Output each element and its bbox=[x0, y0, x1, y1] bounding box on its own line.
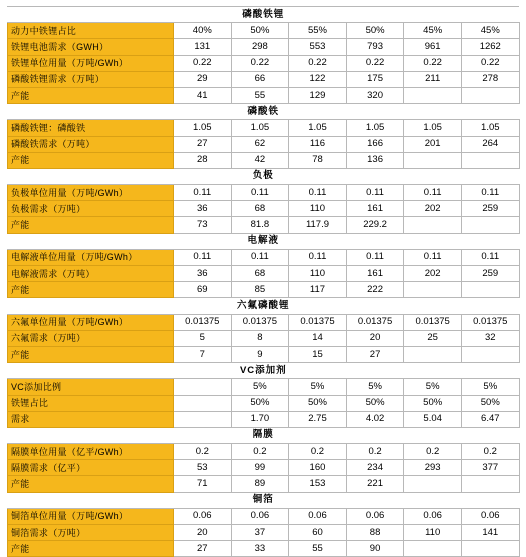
value-cell: 1262 bbox=[461, 39, 519, 55]
value-cell: 298 bbox=[231, 39, 289, 55]
row-label: 六氟需求（万吨） bbox=[8, 330, 174, 346]
row-label: 负极单位用量（万吨/GWh） bbox=[8, 185, 174, 201]
value-cell: 0.06 bbox=[174, 508, 232, 524]
value-cell: 0.01375 bbox=[289, 314, 347, 330]
section-title: 隔膜 bbox=[8, 427, 520, 443]
value-cell: 14 bbox=[289, 330, 347, 346]
value-cell: 1.05 bbox=[289, 120, 347, 136]
value-cell: 0.11 bbox=[231, 185, 289, 201]
value-cell: 0.11 bbox=[174, 185, 232, 201]
row-label: 产能 bbox=[8, 282, 174, 298]
row-label: 产能 bbox=[8, 346, 174, 362]
value-cell: 259 bbox=[461, 266, 519, 282]
table-row bbox=[8, 120, 520, 136]
value-cell: 41 bbox=[174, 87, 232, 103]
table-row bbox=[8, 476, 520, 492]
value-cell: 42 bbox=[231, 152, 289, 168]
table-row bbox=[8, 508, 520, 524]
section-header-row bbox=[8, 104, 520, 120]
value-cell: 161 bbox=[346, 201, 404, 217]
value-cell: 117 bbox=[289, 282, 347, 298]
table-row bbox=[8, 395, 520, 411]
table-row bbox=[8, 379, 520, 395]
value-cell: 553 bbox=[289, 39, 347, 55]
table-row bbox=[8, 330, 520, 346]
value-cell: 50% bbox=[346, 23, 404, 39]
table-row bbox=[8, 266, 520, 282]
table-row bbox=[8, 525, 520, 541]
value-cell: 377 bbox=[461, 460, 519, 476]
table-row bbox=[8, 249, 520, 265]
value-cell: 202 bbox=[404, 201, 462, 217]
section-title: 磷酸铁 bbox=[8, 104, 520, 120]
table-row bbox=[8, 55, 520, 71]
value-cell: 0.06 bbox=[404, 508, 462, 524]
value-cell: 69 bbox=[174, 282, 232, 298]
value-cell: 0.2 bbox=[461, 444, 519, 460]
value-cell: 161 bbox=[346, 266, 404, 282]
table-row bbox=[8, 185, 520, 201]
row-label: 磷酸铁锂需求（万吨） bbox=[8, 71, 174, 87]
value-cell: 211 bbox=[404, 71, 462, 87]
value-cell: 0.11 bbox=[231, 249, 289, 265]
value-cell: 4.02 bbox=[346, 411, 404, 427]
value-cell: 0.22 bbox=[231, 55, 289, 71]
value-cell: 0.01375 bbox=[346, 314, 404, 330]
value-cell: 36 bbox=[174, 201, 232, 217]
value-cell: 5% bbox=[231, 379, 289, 395]
value-cell: 1.70 bbox=[231, 411, 289, 427]
table-row bbox=[8, 282, 520, 298]
section-title: 六氟磷酸锂 bbox=[8, 298, 520, 314]
row-label: 负极需求（万吨） bbox=[8, 201, 174, 217]
value-cell: 293 bbox=[404, 460, 462, 476]
row-label: 铜箔单位用量（万吨/GWh） bbox=[8, 508, 174, 524]
value-cell: 55 bbox=[231, 87, 289, 103]
value-cell: 222 bbox=[346, 282, 404, 298]
value-cell: 0.2 bbox=[404, 444, 462, 460]
row-label: 铁锂单位用量（万吨/GWh） bbox=[8, 55, 174, 71]
value-cell: 5 bbox=[174, 330, 232, 346]
value-cell: 90 bbox=[346, 541, 404, 557]
section-header-row bbox=[8, 168, 520, 184]
value-cell bbox=[174, 395, 232, 411]
value-cell bbox=[404, 282, 462, 298]
value-cell: 50% bbox=[346, 395, 404, 411]
value-cell: 71 bbox=[174, 476, 232, 492]
value-cell: 278 bbox=[461, 71, 519, 87]
value-cell: 53 bbox=[174, 460, 232, 476]
row-label: 铁锂电池需求（GWH） bbox=[8, 39, 174, 55]
value-cell bbox=[174, 379, 232, 395]
row-label: 需求 bbox=[8, 411, 174, 427]
table-row bbox=[8, 23, 520, 39]
table-row bbox=[8, 411, 520, 427]
value-cell: 60 bbox=[289, 525, 347, 541]
value-cell: 234 bbox=[346, 460, 404, 476]
value-cell: 0.06 bbox=[461, 508, 519, 524]
value-cell: 0.22 bbox=[174, 55, 232, 71]
section-title: VC添加剂 bbox=[8, 363, 520, 379]
value-cell: 28 bbox=[174, 152, 232, 168]
table-row bbox=[8, 136, 520, 152]
value-cell: 0.06 bbox=[346, 508, 404, 524]
row-label: 磷酸铁需求（万吨） bbox=[8, 136, 174, 152]
value-cell: 264 bbox=[461, 136, 519, 152]
value-cell: 45% bbox=[404, 23, 462, 39]
value-cell: 0.01375 bbox=[174, 314, 232, 330]
table-body bbox=[8, 7, 520, 557]
value-cell: 50% bbox=[231, 395, 289, 411]
value-cell bbox=[461, 541, 519, 557]
value-cell: 78 bbox=[289, 152, 347, 168]
value-cell: 15 bbox=[289, 346, 347, 362]
table-row bbox=[8, 541, 520, 557]
section-header-row bbox=[8, 492, 520, 508]
row-label: 产能 bbox=[8, 476, 174, 492]
row-label: 产能 bbox=[8, 87, 174, 103]
value-cell: 36 bbox=[174, 266, 232, 282]
value-cell: 55% bbox=[289, 23, 347, 39]
value-cell: 37 bbox=[231, 525, 289, 541]
value-cell: 116 bbox=[289, 136, 347, 152]
table-row bbox=[8, 314, 520, 330]
value-cell bbox=[404, 476, 462, 492]
value-cell: 40% bbox=[174, 23, 232, 39]
value-cell: 131 bbox=[174, 39, 232, 55]
value-cell: 110 bbox=[404, 525, 462, 541]
value-cell: 1.05 bbox=[174, 120, 232, 136]
value-cell: 27 bbox=[346, 346, 404, 362]
row-label: 电解液需求（万吨） bbox=[8, 266, 174, 282]
value-cell: 201 bbox=[404, 136, 462, 152]
section-header-row bbox=[8, 7, 520, 23]
value-cell: 33 bbox=[231, 541, 289, 557]
value-cell: 129 bbox=[289, 87, 347, 103]
table-row bbox=[8, 346, 520, 362]
row-label: 铜箔需求（万吨） bbox=[8, 525, 174, 541]
value-cell: 8 bbox=[231, 330, 289, 346]
value-cell bbox=[404, 541, 462, 557]
value-cell: 0.11 bbox=[461, 185, 519, 201]
value-cell: 88 bbox=[346, 525, 404, 541]
value-cell: 32 bbox=[461, 330, 519, 346]
value-cell bbox=[404, 152, 462, 168]
value-cell: 122 bbox=[289, 71, 347, 87]
value-cell: 55 bbox=[289, 541, 347, 557]
value-cell: 45% bbox=[461, 23, 519, 39]
value-cell: 50% bbox=[231, 23, 289, 39]
value-cell: 110 bbox=[289, 266, 347, 282]
value-cell bbox=[461, 346, 519, 362]
section-header-row bbox=[8, 233, 520, 249]
value-cell: 6.47 bbox=[461, 411, 519, 427]
value-cell: 0.11 bbox=[289, 249, 347, 265]
row-label: 电解液单位用量（万吨/GWh） bbox=[8, 249, 174, 265]
value-cell: 136 bbox=[346, 152, 404, 168]
value-cell: 81.8 bbox=[231, 217, 289, 233]
value-cell: 1.05 bbox=[461, 120, 519, 136]
value-cell: 0.2 bbox=[231, 444, 289, 460]
row-label: 产能 bbox=[8, 541, 174, 557]
table-row bbox=[8, 444, 520, 460]
value-cell: 20 bbox=[174, 525, 232, 541]
value-cell: 110 bbox=[289, 201, 347, 217]
value-cell: 0.01375 bbox=[404, 314, 462, 330]
row-label: 产能 bbox=[8, 152, 174, 168]
value-cell: 141 bbox=[461, 525, 519, 541]
section-title: 电解液 bbox=[8, 233, 520, 249]
value-cell: 153 bbox=[289, 476, 347, 492]
value-cell: 99 bbox=[231, 460, 289, 476]
table-row bbox=[8, 201, 520, 217]
value-cell: 0.11 bbox=[461, 249, 519, 265]
table-row bbox=[8, 152, 520, 168]
value-cell: 68 bbox=[231, 201, 289, 217]
value-cell: 85 bbox=[231, 282, 289, 298]
value-cell: 25 bbox=[404, 330, 462, 346]
value-cell: 68 bbox=[231, 266, 289, 282]
value-cell: 0.22 bbox=[404, 55, 462, 71]
value-cell: 0.22 bbox=[346, 55, 404, 71]
value-cell bbox=[461, 217, 519, 233]
value-cell: 89 bbox=[231, 476, 289, 492]
value-cell: 0.22 bbox=[461, 55, 519, 71]
value-cell bbox=[461, 152, 519, 168]
value-cell: 73 bbox=[174, 217, 232, 233]
row-label: 六氟单位用量（万吨/GWh） bbox=[8, 314, 174, 330]
value-cell: 9 bbox=[231, 346, 289, 362]
value-cell: 0.06 bbox=[231, 508, 289, 524]
section-title: 负极 bbox=[8, 168, 520, 184]
value-cell: 0.11 bbox=[346, 185, 404, 201]
value-cell: 1.05 bbox=[404, 120, 462, 136]
value-cell: 5% bbox=[289, 379, 347, 395]
value-cell: 160 bbox=[289, 460, 347, 476]
value-cell: 5% bbox=[461, 379, 519, 395]
value-cell: 259 bbox=[461, 201, 519, 217]
value-cell: 221 bbox=[346, 476, 404, 492]
value-cell: 20 bbox=[346, 330, 404, 346]
value-cell: 0.2 bbox=[346, 444, 404, 460]
value-cell bbox=[404, 346, 462, 362]
value-cell: 202 bbox=[404, 266, 462, 282]
table-row bbox=[8, 87, 520, 103]
value-cell: 0.22 bbox=[289, 55, 347, 71]
table-row bbox=[8, 39, 520, 55]
value-cell bbox=[174, 411, 232, 427]
value-cell bbox=[461, 476, 519, 492]
row-label: 隔膜需求（亿平） bbox=[8, 460, 174, 476]
table-row bbox=[8, 71, 520, 87]
value-cell: 229.2 bbox=[346, 217, 404, 233]
value-cell bbox=[404, 217, 462, 233]
value-cell: 5% bbox=[404, 379, 462, 395]
value-cell: 0.2 bbox=[289, 444, 347, 460]
value-cell: 320 bbox=[346, 87, 404, 103]
materials-demand-table bbox=[7, 6, 520, 557]
row-label: 铁锂占比 bbox=[8, 395, 174, 411]
value-cell: 29 bbox=[174, 71, 232, 87]
value-cell: 66 bbox=[231, 71, 289, 87]
value-cell bbox=[461, 87, 519, 103]
section-title: 铜箔 bbox=[8, 492, 520, 508]
value-cell: 0.11 bbox=[404, 249, 462, 265]
value-cell: 0.06 bbox=[289, 508, 347, 524]
row-label: 隔膜单位用量（亿平/GWh） bbox=[8, 444, 174, 460]
value-cell: 50% bbox=[289, 395, 347, 411]
value-cell: 117.9 bbox=[289, 217, 347, 233]
value-cell: 62 bbox=[231, 136, 289, 152]
row-label: 动力中铁锂占比 bbox=[8, 23, 174, 39]
section-header-row bbox=[8, 363, 520, 379]
value-cell bbox=[404, 87, 462, 103]
value-cell: 27 bbox=[174, 136, 232, 152]
value-cell: 27 bbox=[174, 541, 232, 557]
value-cell: 0.01375 bbox=[461, 314, 519, 330]
value-cell: 50% bbox=[404, 395, 462, 411]
value-cell: 175 bbox=[346, 71, 404, 87]
row-label: VC添加比例 bbox=[8, 379, 174, 395]
value-cell: 5.04 bbox=[404, 411, 462, 427]
value-cell: 961 bbox=[404, 39, 462, 55]
value-cell: 0.11 bbox=[346, 249, 404, 265]
value-cell: 1.05 bbox=[231, 120, 289, 136]
value-cell: 0.01375 bbox=[231, 314, 289, 330]
value-cell: 1.05 bbox=[346, 120, 404, 136]
value-cell: 50% bbox=[461, 395, 519, 411]
row-label: 磷酸铁锂：磷酸铁 bbox=[8, 120, 174, 136]
value-cell: 0.11 bbox=[289, 185, 347, 201]
value-cell: 7 bbox=[174, 346, 232, 362]
value-cell: 166 bbox=[346, 136, 404, 152]
value-cell: 0.11 bbox=[174, 249, 232, 265]
value-cell: 2.75 bbox=[289, 411, 347, 427]
section-header-row bbox=[8, 427, 520, 443]
value-cell: 0.2 bbox=[174, 444, 232, 460]
value-cell: 0.11 bbox=[404, 185, 462, 201]
table-row bbox=[8, 460, 520, 476]
value-cell bbox=[461, 282, 519, 298]
value-cell: 5% bbox=[346, 379, 404, 395]
section-header-row bbox=[8, 298, 520, 314]
value-cell: 793 bbox=[346, 39, 404, 55]
table-row bbox=[8, 217, 520, 233]
row-label: 产能 bbox=[8, 217, 174, 233]
section-title: 磷酸铁锂 bbox=[8, 7, 520, 23]
